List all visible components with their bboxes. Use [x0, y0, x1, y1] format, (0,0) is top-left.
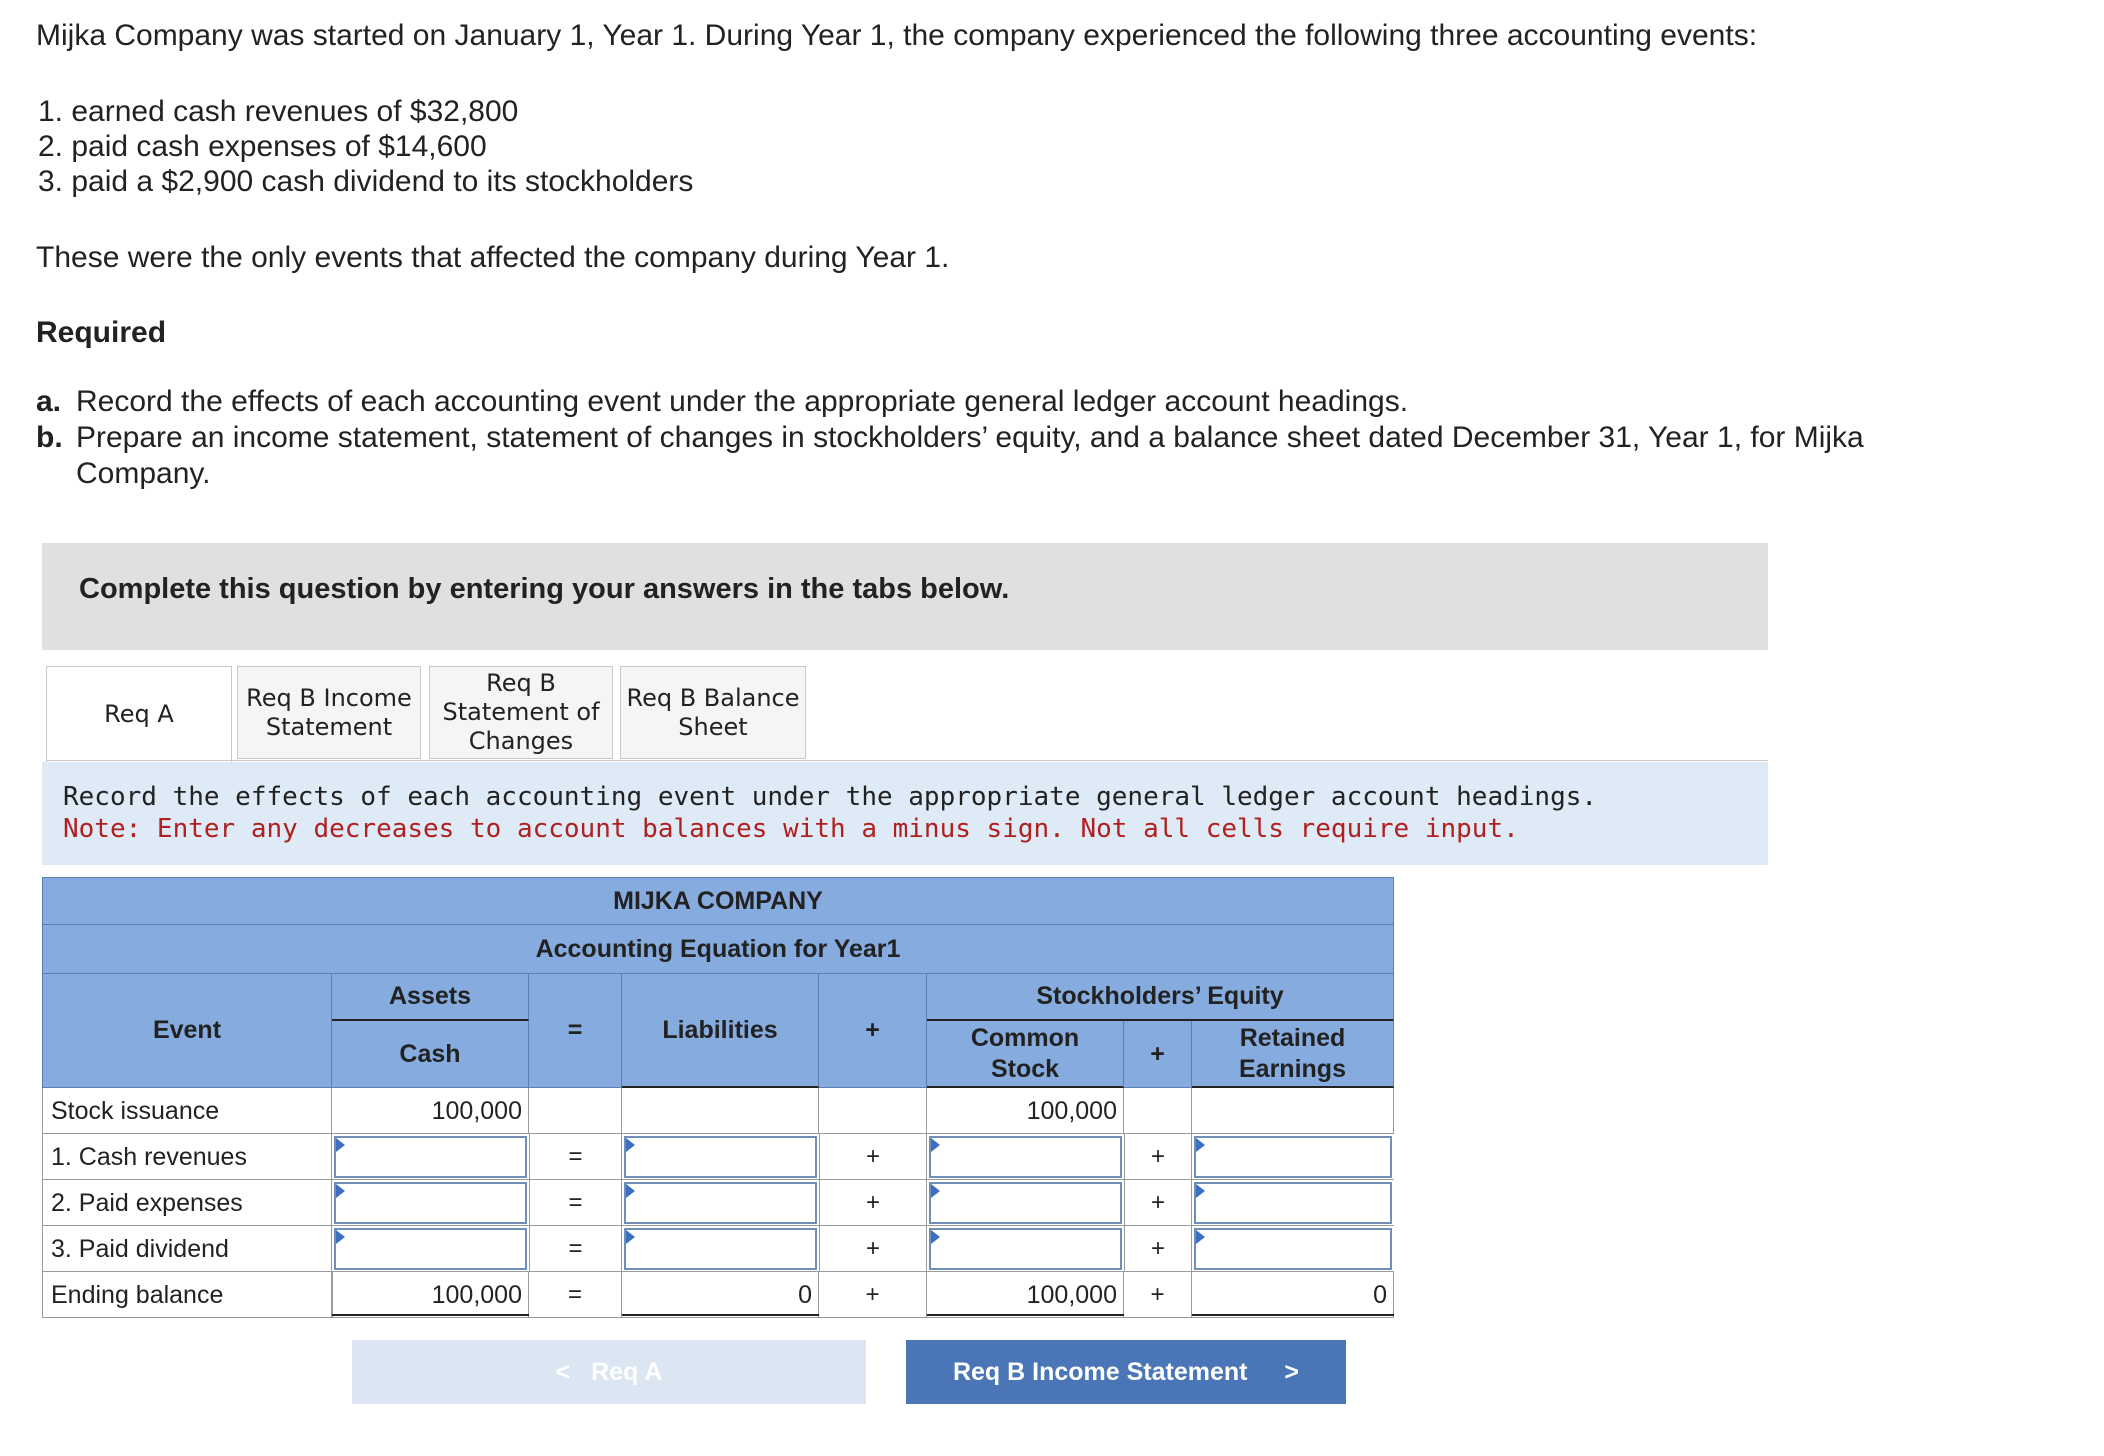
- cell-plus: +: [1124, 1134, 1192, 1180]
- input-marker-icon: [1196, 1230, 1205, 1244]
- row-event-label: 1. Cash revenues: [42, 1134, 332, 1180]
- ending-liabilities: 0: [622, 1272, 819, 1318]
- row-event-label: Ending balance: [42, 1272, 332, 1318]
- cell-equals: =: [529, 1134, 622, 1180]
- retained-earnings-input-field[interactable]: [1196, 1138, 1390, 1176]
- liabilities-input[interactable]: [624, 1182, 817, 1224]
- header-stockholders-equity: [927, 974, 1394, 1021]
- instructions-banner: [42, 543, 1768, 650]
- liabilities-input-field[interactable]: [626, 1230, 815, 1268]
- requirement-b: [36, 420, 1936, 492]
- input-marker-icon: [336, 1230, 345, 1244]
- tab-req-a-label: Req A: [104, 700, 174, 728]
- retained-earnings-input[interactable]: [1194, 1136, 1392, 1178]
- prev-tab-label: Req A: [591, 1357, 663, 1386]
- cell-equals: =: [529, 1272, 622, 1318]
- header-assets-label: Assets: [389, 982, 471, 1010]
- table-row: [42, 1088, 1394, 1134]
- tab-req-b-income-statement[interactable]: [237, 666, 421, 759]
- header-plus-sign-1: +: [865, 1016, 880, 1044]
- row-event-label: Stock issuance: [42, 1088, 332, 1134]
- retained-earnings-input-field[interactable]: [1196, 1184, 1390, 1222]
- cell-plus: [819, 1088, 927, 1134]
- cash-input-field[interactable]: [336, 1138, 525, 1176]
- input-marker-icon: [931, 1230, 940, 1244]
- header-retained-earnings: [1192, 1021, 1394, 1088]
- ending-retained-earnings: 0: [1192, 1272, 1394, 1318]
- requirement-b-text: Prepare an income statement, statement of changes in stockholders’ equity, and a balance sheet dated December 31, Year 1, for Mijka Company.: [76, 421, 1864, 490]
- question-intro: [36, 18, 1996, 54]
- header-event-label: Event: [152, 1016, 222, 1044]
- cell-plus: +: [819, 1226, 927, 1272]
- cell-liabilities: [622, 1088, 819, 1134]
- liabilities-input[interactable]: [624, 1136, 817, 1178]
- tab-divider: [46, 760, 1768, 761]
- accounting-equation-table: [42, 877, 1394, 1323]
- cell-plus: +: [1124, 1180, 1192, 1226]
- retained-earnings-input-field[interactable]: [1196, 1230, 1390, 1268]
- cell-cash: 100,000: [332, 1088, 529, 1134]
- tab-req-b-statement-of-changes-label: Req B Statement of Changes: [442, 669, 600, 755]
- common-stock-input-field[interactable]: [931, 1184, 1120, 1222]
- cash-input[interactable]: [334, 1136, 527, 1178]
- cell-plus: [1124, 1088, 1192, 1134]
- ending-common-stock: 100,000: [927, 1272, 1124, 1318]
- header-cash-label: Cash: [399, 1039, 461, 1068]
- header-plus-1: [819, 974, 927, 1088]
- cell-plus: +: [819, 1134, 927, 1180]
- tab-req-b-balance-sheet-label: Req B Balance Sheet: [626, 683, 800, 741]
- cash-input[interactable]: [334, 1182, 527, 1224]
- input-marker-icon: [931, 1138, 940, 1152]
- chevron-right-icon: >: [1284, 1357, 1300, 1386]
- header-cash: [332, 1021, 529, 1088]
- requirement-a-label: a.: [36, 385, 62, 418]
- table-row: [42, 1180, 1394, 1226]
- next-tab-button[interactable]: [906, 1340, 1346, 1404]
- input-marker-icon: [931, 1184, 940, 1198]
- cell-plus: +: [1124, 1272, 1192, 1318]
- header-equals-sign: =: [567, 1016, 583, 1044]
- common-stock-input-field[interactable]: [931, 1138, 1120, 1176]
- double-underline: [332, 1314, 529, 1316]
- cash-input-field[interactable]: [336, 1230, 525, 1268]
- cash-input[interactable]: [334, 1228, 527, 1270]
- retained-earnings-input[interactable]: [1194, 1182, 1392, 1224]
- only-events-text: These were the only events that affected the company during Year 1.: [36, 241, 950, 274]
- header-liabilities-label: Liabilities: [662, 1015, 778, 1044]
- table-company-name: MIJKA COMPANY: [42, 877, 1394, 925]
- cell-equals: [529, 1088, 622, 1134]
- common-stock-input[interactable]: [929, 1228, 1122, 1270]
- header-retained-earnings-label: Retained Earnings: [1239, 1023, 1346, 1083]
- header-equals: [529, 974, 622, 1088]
- header-equity-label: Stockholders’ Equity: [1036, 982, 1284, 1010]
- double-underline: [1192, 1314, 1394, 1316]
- input-marker-icon: [1196, 1184, 1205, 1198]
- table-title: Accounting Equation for Year1: [42, 925, 1394, 974]
- requirements: [36, 384, 1936, 492]
- instructions-note: Note: Enter any decreases to account balances with a minus sign. Not all cells require input.: [63, 814, 1519, 844]
- cell-common-stock: 100,000: [927, 1088, 1124, 1134]
- cell-equals: =: [529, 1226, 622, 1272]
- input-marker-icon: [626, 1138, 635, 1152]
- input-marker-icon: [626, 1184, 635, 1198]
- liabilities-input-field[interactable]: [626, 1138, 815, 1176]
- retained-earnings-input[interactable]: [1194, 1228, 1392, 1270]
- header-plus-2: [1124, 1021, 1192, 1088]
- liabilities-input-field[interactable]: [626, 1184, 815, 1222]
- event-list: [38, 94, 693, 199]
- prev-tab-button[interactable]: [352, 1340, 866, 1404]
- cell-plus: +: [819, 1272, 927, 1318]
- double-underline: [622, 1314, 819, 1316]
- tab-req-b-income-statement-label: Req B Income Statement: [246, 683, 412, 741]
- double-underline: [927, 1314, 1124, 1316]
- intro-text: Mijka Company was started on January 1, Year 1. During Year 1, the company experienced the following three accounting events:: [36, 19, 1758, 52]
- next-tab-label: Req B Income Statement: [952, 1357, 1248, 1386]
- cell-plus: +: [1124, 1226, 1192, 1272]
- header-liabilities: [622, 974, 819, 1088]
- tab-instructions: [42, 762, 1768, 865]
- row-event-label: 3. Paid dividend: [42, 1226, 332, 1272]
- header-event: [42, 974, 332, 1088]
- requirement-b-label: b.: [36, 421, 63, 454]
- tab-req-b-balance-sheet[interactable]: [620, 666, 806, 759]
- header-common-stock: [927, 1021, 1124, 1088]
- common-stock-input-field[interactable]: [931, 1230, 1120, 1268]
- table-row: [42, 1134, 1394, 1180]
- cell-plus: +: [819, 1180, 927, 1226]
- tab-req-a[interactable]: [46, 666, 232, 762]
- cell-retained-earnings: [1192, 1088, 1394, 1134]
- ending-cash: 100,000: [332, 1272, 529, 1318]
- header-assets: [332, 974, 529, 1021]
- header-common-stock-label: Common Stock: [970, 1023, 1080, 1083]
- table-row-ending-balance: [42, 1272, 1394, 1318]
- input-marker-icon: [336, 1138, 345, 1152]
- common-stock-input[interactable]: [929, 1182, 1122, 1224]
- common-stock-input[interactable]: [929, 1136, 1122, 1178]
- event-item-2: 2. paid cash expenses of $14,600: [38, 130, 487, 163]
- cell-equals: =: [529, 1180, 622, 1226]
- liabilities-input[interactable]: [624, 1228, 817, 1270]
- row-event-label: 2. Paid expenses: [42, 1180, 332, 1226]
- input-marker-icon: [626, 1230, 635, 1244]
- instructions-main: Record the effects of each accounting event under the appropriate general ledger account headings.: [63, 782, 1598, 812]
- chevron-left-icon: <: [555, 1357, 571, 1386]
- event-item-1: 1. earned cash revenues of $32,800: [38, 95, 519, 128]
- event-item-3: 3. paid a $2,900 cash dividend to its stockholders: [38, 165, 694, 198]
- banner-text: Complete this question by entering your answers in the tabs below.: [79, 573, 1010, 605]
- header-plus-sign-2: +: [1150, 1039, 1165, 1068]
- input-marker-icon: [1196, 1138, 1205, 1152]
- required-heading: Required: [36, 316, 167, 349]
- cash-input-field[interactable]: [336, 1184, 525, 1222]
- tab-req-b-statement-of-changes[interactable]: [429, 666, 613, 759]
- requirement-a-text: Record the effects of each accounting event under the appropriate general ledger account headings.: [76, 385, 1409, 418]
- table-row: [42, 1226, 1394, 1272]
- requirement-a: [36, 384, 1936, 420]
- input-marker-icon: [336, 1184, 345, 1198]
